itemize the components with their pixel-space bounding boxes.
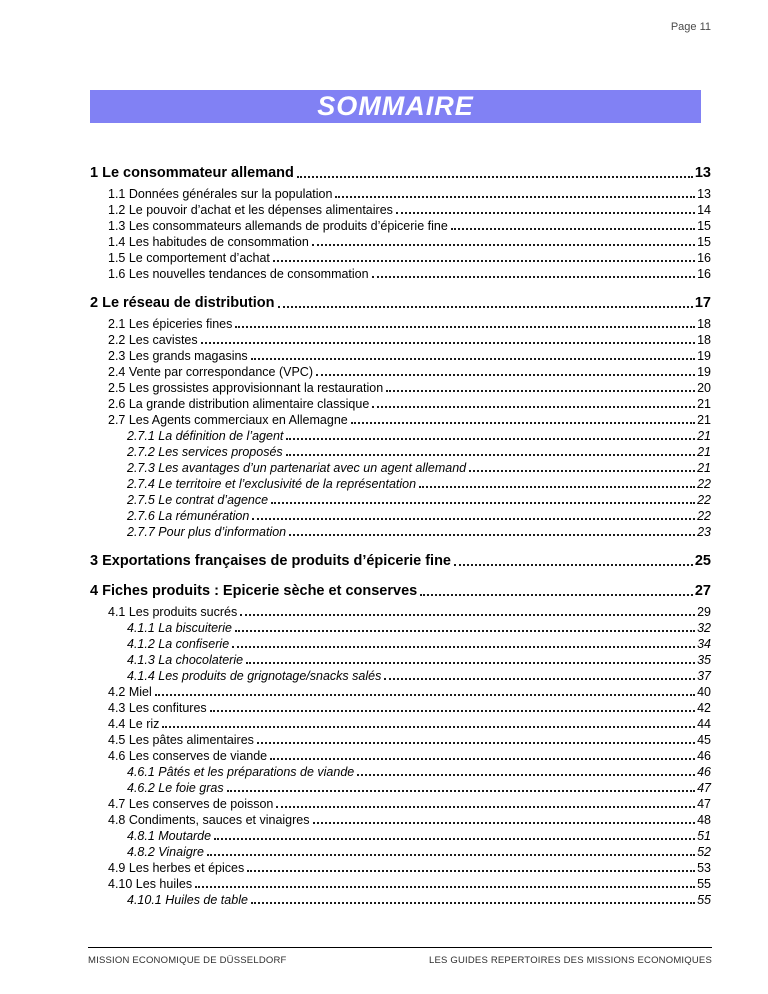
toc-dot-leader (251, 358, 695, 360)
toc-entry[interactable] (90, 715, 711, 731)
toc-dot-leader (451, 228, 695, 230)
toc-entry[interactable] (90, 580, 711, 599)
toc-entry-page: 29 (697, 605, 711, 619)
toc-entry-page: 13 (694, 165, 711, 181)
toc-entry-label: 1.4 Les habitudes de consommation (108, 235, 309, 249)
toc-entry-label: 4.1 Les produits sucrés (108, 605, 238, 619)
toc-entry[interactable] (90, 523, 711, 539)
toc-dot-leader (351, 422, 695, 424)
toc-entry-page: 48 (697, 813, 711, 827)
toc-dot-leader (227, 790, 695, 792)
toc-entry-page: 42 (697, 701, 711, 715)
toc-entry[interactable] (90, 459, 711, 475)
toc-entry-label: 1.1 Données générales sur la population (108, 187, 333, 201)
toc-entry-label: 1.3 Les consommateurs allemands de produits d’épicerie fine (108, 219, 448, 233)
toc-entry-page: 16 (697, 251, 711, 265)
toc-entry-label: 2.5 Les grossistes approvisionnant la restauration (108, 381, 384, 395)
toc-entry[interactable] (90, 635, 711, 651)
toc-entry-page: 23 (697, 525, 711, 539)
toc-dot-leader (419, 486, 695, 488)
toc-entry[interactable] (90, 683, 711, 699)
toc-dot-leader (207, 854, 695, 856)
toc-dot-leader (372, 406, 695, 408)
toc-entry-page: 17 (694, 295, 711, 311)
footer-left: MISSION ECONOMIQUE DE DÜSSELDORF (88, 955, 287, 966)
toc-entry-label: 1 Le consommateur allemand (90, 165, 294, 181)
toc-entry-label: 1.5 Le comportement d’achat (108, 251, 270, 265)
toc-entry[interactable] (90, 763, 711, 779)
toc-dot-leader (313, 822, 696, 824)
toc-entry[interactable] (90, 875, 711, 891)
toc-dot-leader (162, 726, 695, 728)
toc-dot-leader (210, 710, 695, 712)
toc-entry-page: 19 (697, 349, 711, 363)
toc-dot-leader (155, 694, 695, 696)
toc-entry-label: 3 Exportations françaises de produits d’épicerie fine (90, 553, 451, 569)
toc-entry-label: 2.7.7 Pour plus d’information (127, 525, 287, 539)
table-of-contents (90, 151, 711, 907)
toc-entry-page: 21 (697, 461, 711, 475)
toc-entry-page: 35 (697, 653, 711, 667)
toc-entry[interactable] (90, 292, 711, 311)
toc-entry[interactable] (90, 843, 711, 859)
toc-entry-page: 47 (697, 797, 711, 811)
toc-entry[interactable] (90, 249, 711, 265)
toc-entry-label: 4.6.1 Pâtés et les préparations de viande (127, 765, 355, 779)
toc-dot-leader (372, 276, 696, 278)
toc-entry-label: 4.10.1 Huiles de table (127, 893, 248, 907)
toc-entry-label: 1.2 Le pouvoir d’achat et les dépenses alimentaires (108, 203, 393, 217)
toc-entry-label: 2.7.4 Le territoire et l’exclusivité de la représentation (127, 477, 417, 491)
toc-entry-page: 46 (697, 765, 711, 779)
toc-entry-label: 2.3 Les grands magasins (108, 349, 248, 363)
toc-entry[interactable] (90, 827, 711, 843)
toc-dot-leader (396, 212, 695, 214)
toc-dot-leader (201, 342, 695, 344)
toc-entry-label: 4.5 Les pâtes alimentaires (108, 733, 254, 747)
toc-entry-label: 2.7.3 Les avantages d’un partenariat avec un agent allemand (127, 461, 467, 475)
toc-entry-label: 2.7.5 Le contrat d’agence (127, 493, 269, 507)
toc-entry[interactable] (90, 315, 711, 331)
toc-entry-page: 25 (694, 553, 711, 569)
toc-entry-label: 4.1.2 La confiserie (127, 637, 230, 651)
toc-entry-label: 2.4 Vente par correspondance (VPC) (108, 365, 313, 379)
toc-entry-label: 2.6 La grande distribution alimentaire classique (108, 397, 370, 411)
toc-entry-label: 2.7.6 La rémunération (127, 509, 250, 523)
toc-entry-label: 4.1.4 Les produits de grignotage/snacks salés (127, 669, 382, 683)
toc-dot-leader (252, 518, 695, 520)
toc-entry-label: 4.4 Le riz (108, 717, 160, 731)
toc-entry-label: 1.6 Les nouvelles tendances de consommation (108, 267, 369, 281)
toc-dot-leader (386, 390, 695, 392)
toc-entry-page: 45 (697, 733, 711, 747)
toc-entry[interactable] (90, 747, 711, 763)
toc-entry-label: 4.8.1 Moutarde (127, 829, 212, 843)
toc-entry[interactable] (90, 427, 711, 443)
toc-dot-leader (286, 438, 695, 440)
toc-entry-page: 15 (697, 219, 711, 233)
sommaire-banner (90, 90, 701, 123)
toc-entry-label: 4.1.1 La biscuiterie (127, 621, 232, 635)
toc-entry[interactable] (90, 699, 711, 715)
toc-entry-label: 4.2 Miel (108, 685, 152, 699)
toc-entry[interactable] (90, 550, 711, 569)
toc-entry[interactable] (90, 347, 711, 363)
toc-entry[interactable] (90, 811, 711, 827)
toc-entry[interactable] (90, 507, 711, 523)
toc-dot-leader (357, 774, 695, 776)
toc-dot-leader (276, 806, 695, 808)
toc-entry[interactable] (90, 265, 711, 281)
toc-dot-leader (289, 534, 695, 536)
toc-entry[interactable] (90, 603, 711, 619)
toc-dot-leader (251, 902, 695, 904)
toc-entry-label: 4.10 Les huiles (108, 877, 193, 891)
toc-entry[interactable] (90, 859, 711, 875)
toc-entry[interactable] (90, 185, 711, 201)
toc-entry[interactable] (90, 162, 711, 181)
toc-entry-label: 2 Le réseau de distribution (90, 295, 275, 311)
toc-entry[interactable] (90, 395, 711, 411)
toc-entry-page: 53 (697, 861, 711, 875)
toc-dot-leader (384, 678, 695, 680)
toc-entry-page: 20 (697, 381, 711, 395)
toc-entry-label: 2.1 Les épiceries fines (108, 317, 233, 331)
toc-entry[interactable] (90, 651, 711, 667)
toc-entry[interactable] (90, 475, 711, 491)
toc-entry-page: 46 (697, 749, 711, 763)
toc-entry-page: 14 (697, 203, 711, 217)
toc-dot-leader (232, 646, 695, 648)
toc-entry[interactable] (90, 233, 711, 249)
toc-entry-page: 55 (697, 893, 711, 907)
toc-entry[interactable] (90, 331, 711, 347)
toc-entry-page: 19 (697, 365, 711, 379)
toc-entry-page: 37 (697, 669, 711, 683)
toc-entry[interactable] (90, 201, 711, 217)
toc-dot-leader (316, 374, 695, 376)
toc-entry[interactable] (90, 731, 711, 747)
toc-dot-leader (246, 662, 695, 664)
toc-entry-label: 4 Fiches produits : Epicerie sèche et conserves (90, 583, 418, 599)
toc-entry-label: 2.2 Les cavistes (108, 333, 198, 347)
toc-dot-leader (273, 260, 695, 262)
toc-dot-leader (312, 244, 695, 246)
toc-entry-page: 55 (697, 877, 711, 891)
toc-dot-leader (214, 838, 695, 840)
toc-entry-page: 27 (694, 583, 711, 599)
toc-entry[interactable] (90, 619, 711, 635)
toc-entry-page: 21 (697, 445, 711, 459)
toc-entry-page: 18 (697, 333, 711, 347)
toc-dot-leader (257, 742, 695, 744)
toc-entry-label: 4.1.3 La chocolaterie (127, 653, 244, 667)
toc-entry-page: 22 (697, 477, 711, 491)
toc-entry-page: 47 (697, 781, 711, 795)
toc-entry-page: 21 (697, 429, 711, 443)
toc-entry[interactable] (90, 491, 711, 507)
toc-dot-leader (247, 870, 695, 872)
toc-entry[interactable] (90, 795, 711, 811)
page-footer (88, 947, 712, 966)
footer-right: LES GUIDES REPERTOIRES DES MISSIONS ECONOMIQUES (428, 955, 712, 966)
toc-entry-page: 21 (697, 397, 711, 411)
toc-dot-leader (469, 470, 695, 472)
toc-entry[interactable] (90, 667, 711, 683)
sommaire-title: SOMMAIRE (317, 91, 474, 121)
toc-dot-leader (335, 196, 695, 198)
toc-entry-page: 22 (697, 493, 711, 507)
toc-dot-leader (297, 176, 693, 178)
toc-dot-leader (195, 886, 695, 888)
toc-dot-leader (286, 454, 695, 456)
toc-entry-page: 21 (697, 413, 711, 427)
toc-entry-label: 4.8.2 Vinaigre (127, 845, 204, 859)
page-number: Page 11 (670, 21, 711, 33)
toc-entry-label: 4.3 Les confitures (108, 701, 207, 715)
toc-entry-page: 15 (697, 235, 711, 249)
toc-dot-leader (420, 594, 693, 596)
toc-entry-page: 52 (697, 845, 711, 859)
toc-entry-page: 32 (697, 621, 711, 635)
toc-entry[interactable] (90, 443, 711, 459)
toc-entry-page: 16 (697, 267, 711, 281)
toc-entry-label: 2.7.1 La définition de l’agent (127, 429, 284, 443)
toc-entry-page: 13 (697, 187, 711, 201)
toc-entry[interactable] (90, 217, 711, 233)
toc-entry[interactable] (90, 411, 711, 427)
toc-entry-label: 4.6.2 Le foie gras (127, 781, 224, 795)
toc-entry[interactable] (90, 779, 711, 795)
toc-dot-leader (278, 306, 693, 308)
toc-entry[interactable] (90, 363, 711, 379)
toc-entry-label: 2.7 Les Agents commerciaux en Allemagne (108, 413, 348, 427)
toc-dot-leader (454, 564, 693, 566)
toc-dot-leader (235, 326, 695, 328)
toc-entry-label: 4.6 Les conserves de viande (108, 749, 268, 763)
toc-entry-page: 44 (697, 717, 711, 731)
toc-dot-leader (240, 614, 695, 616)
toc-entry[interactable] (90, 379, 711, 395)
toc-entry-label: 4.7 Les conserves de poisson (108, 797, 274, 811)
toc-entry-page: 40 (697, 685, 711, 699)
toc-entry[interactable] (90, 891, 711, 907)
toc-dot-leader (235, 630, 695, 632)
toc-entry-label: 4.8 Condiments, sauces et vinaigres (108, 813, 310, 827)
toc-dot-leader (271, 502, 695, 504)
toc-entry-page: 22 (697, 509, 711, 523)
toc-entry-page: 34 (697, 637, 711, 651)
toc-entry-label: 2.7.2 Les services proposés (127, 445, 283, 459)
toc-dot-leader (270, 758, 695, 760)
toc-entry-page: 18 (697, 317, 711, 331)
toc-entry-label: 4.9 Les herbes et épices (108, 861, 245, 875)
toc-entry-page: 51 (697, 829, 711, 843)
